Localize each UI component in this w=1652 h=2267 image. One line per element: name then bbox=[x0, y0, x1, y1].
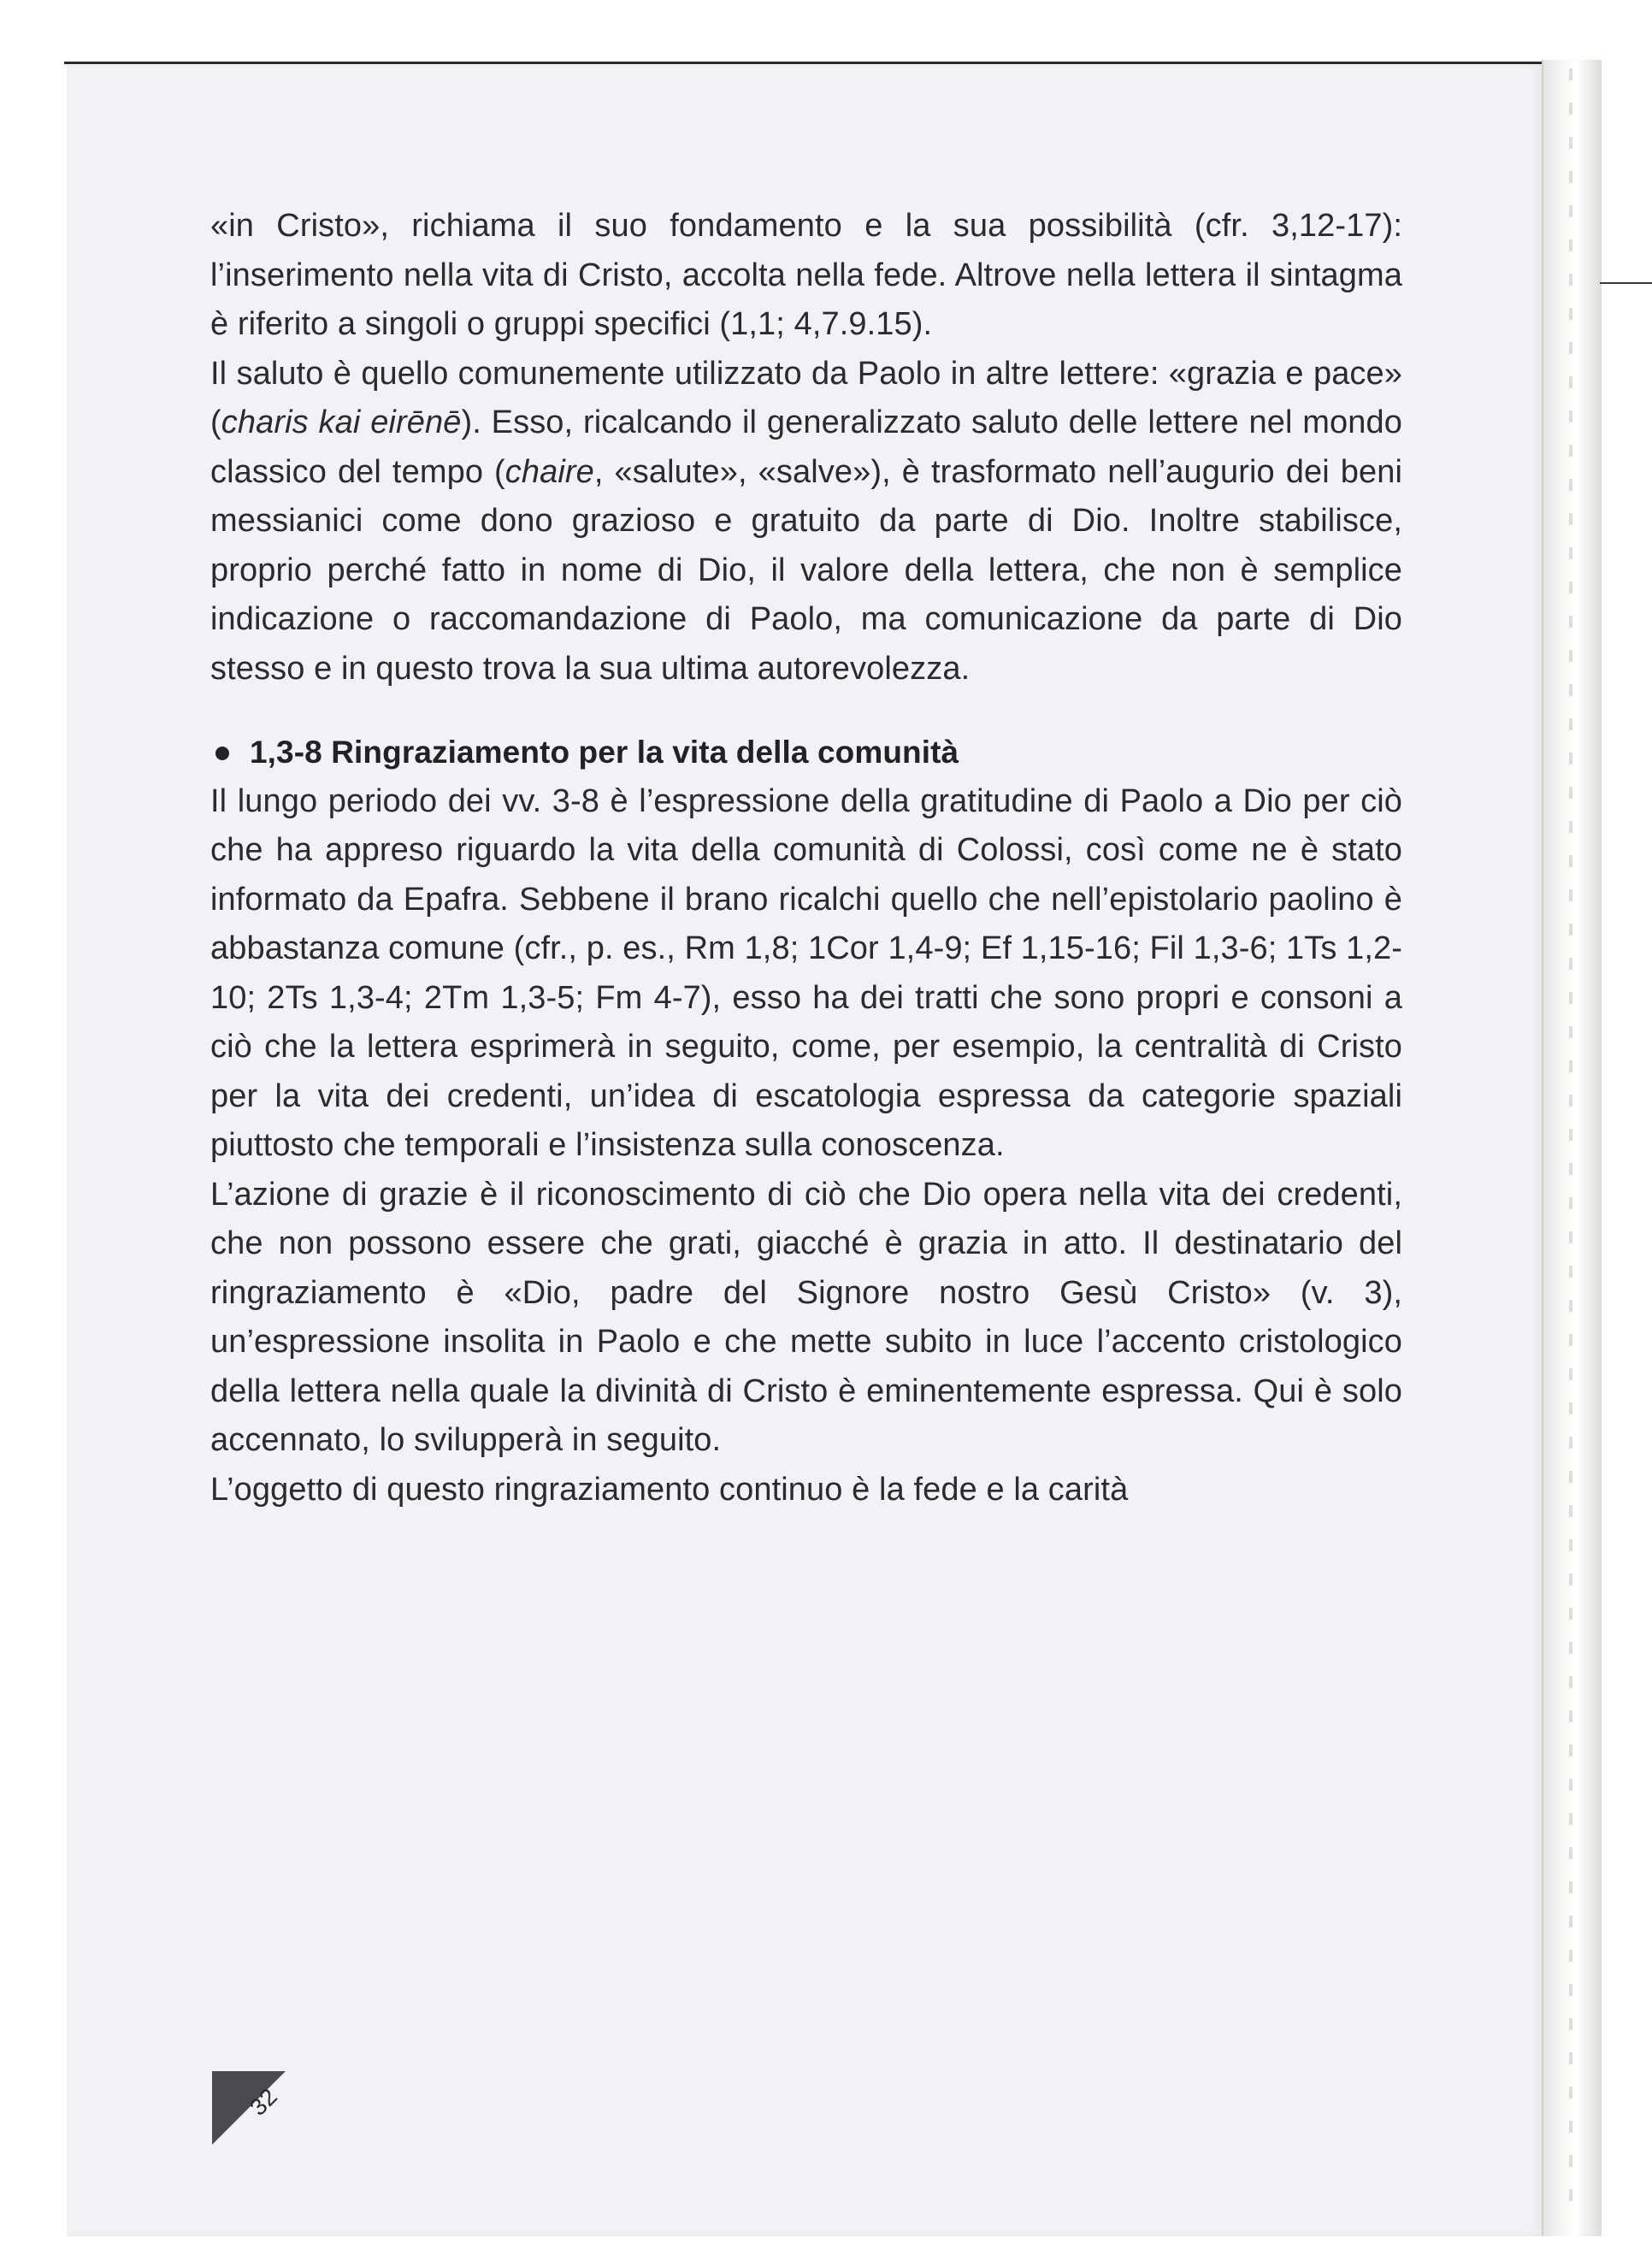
paragraph-3: Il lungo periodo dei vv. 3-8 è l’espressione della gratitudine di Paolo a Dio per ciò che ha appreso riguardo la vita della comunità di Colossi, così come ne è stato informato da Epafra. Sebbene il brano ricalchi quello che nell’epistolario paolino è abbastanza comune (cfr., p. es., Rm 1,8; 1Cor 1,4-9; Ef 1,15-16; Fil 1,3-6; 1Ts 1,2-10; 2Ts 1,3-4; 2Tm 1,3-5; Fm 4-7), esso ha dei tratti che sono propri e consoni a ciò che la lettera esprimerà in seguito, come, per esempio, la centralità di Cristo per la vita dei credenti, un’idea di escatologia espressa da categorie spaziali piuttosto che temporali e l’insistenza sulla conoscenza. bbox=[210, 782, 1402, 1163]
paragraph-4: L’azione di grazie è il riconoscimento di ciò che Dio opera nella vita dei credenti, che non possono essere che grati, giacché è grazia in atto. Il destinatario del ringraziamento è «Dio, padre del Signore nostro Gesù Cristo» (v. 3), un’espressione insolita in Paolo e che mette subito in luce l’accento cristologico della lettera nella quale la divinità di Cristo è eminentemente espressa. Qui è solo accennato, lo svilupperà in seguito. bbox=[210, 1176, 1402, 1458]
section-heading-text: 1,3-8 Ringraziamento per la vita della comunità bbox=[250, 735, 959, 770]
paragraph-2-part-3: , «salute», «salve»), è trasformato nell’augurio dei beni messianici come dono grazioso e gratuito da parte di Dio. Inoltre stabilisce, proprio perché fatto in nome di Dio, il valore della lettera, che non è semplice indicazione o raccomandazione di Paolo, ma comunicazione da parte di Dio stesso e in questo trova la sua ultima autorevolezza. bbox=[210, 453, 1402, 687]
bullet-icon bbox=[215, 747, 229, 760]
greek-term-chaire: chaire bbox=[504, 453, 594, 490]
section-heading bbox=[210, 728, 1402, 777]
body-text bbox=[210, 202, 1402, 1514]
page-edge bbox=[1542, 60, 1602, 2236]
paragraph-1: «in Cristo», richiama il suo fondamento e la sua possibilità (cfr. 3,12-17): l’inserimento nella vita di Cristo, accolta nella fede. Altrove nella lettera il sintagma è riferito a singoli o gruppi specifici (1,1; 4,7.9.15). bbox=[210, 208, 1402, 342]
side-rule bbox=[1600, 282, 1652, 284]
paragraph-5: L’oggetto di questo ringraziamento continuo è la fede e la carità bbox=[210, 1471, 1129, 1508]
paragraph-2-part-1: Il saluto è quello comunemente utilizzato da Paolo in altre lettere: «grazia e pace» ( bbox=[210, 355, 1402, 440]
page-number: 32 bbox=[245, 2082, 282, 2121]
paragraph-2 bbox=[210, 350, 1402, 694]
greek-term-charis: charis kai eirēnē bbox=[221, 404, 462, 440]
paragraph-2-part-2: ). Esso, ricalcando il generalizzato saluto delle lettere nel mondo classico del tempo ( bbox=[210, 404, 1402, 490]
